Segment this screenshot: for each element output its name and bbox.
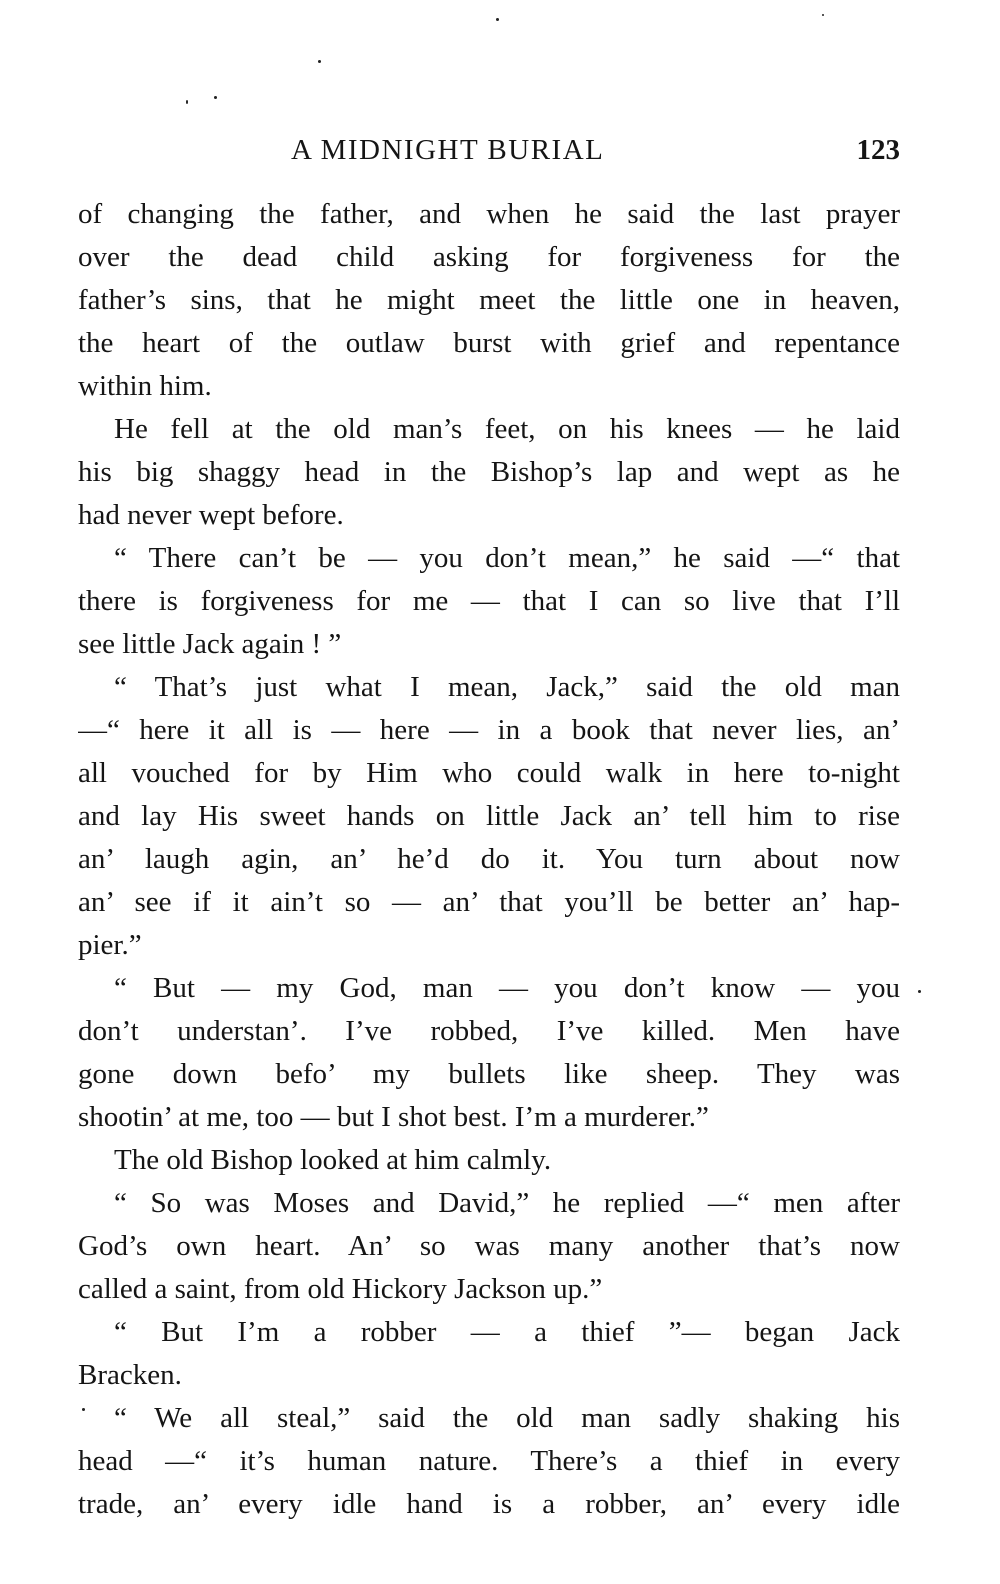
text-line: within him.: [78, 370, 212, 402]
print-speck: [496, 18, 499, 21]
text-line: shootin’ at me, too — but I shot best. I’m a murderer.”: [78, 1101, 709, 1133]
text-line: “ That’s just what I mean, Jack,” said the old man: [114, 671, 900, 703]
print-speck: [214, 96, 217, 99]
text-line: Bracken.: [78, 1359, 182, 1391]
text-line: don’t understan’. I’ve robbed, I’ve killed. Men have: [78, 1015, 900, 1047]
body-text: [78, 193, 900, 1526]
text-line: “ But — my God, man — you don’t know — you: [114, 972, 900, 1004]
text-line: all vouched for by Him who could walk in here to-night: [78, 757, 900, 789]
print-speck: [822, 14, 824, 16]
text-line: there is forgiveness for me — that I can so live that I’ll: [78, 585, 900, 617]
text-line: trade, an’ every idle hand is a robber, an’ every idle: [78, 1488, 900, 1520]
text-line: and lay His sweet hands on little Jack an’ tell him to rise: [78, 800, 900, 832]
text-line: “ There can’t be — you don’t mean,” he said —“ that: [114, 542, 900, 574]
text-line: father’s sins, that he might meet the little one in heaven,: [78, 284, 900, 316]
text-line: —“ here it all is — here — in a book that never lies, an’: [78, 714, 900, 746]
running-head: [78, 128, 900, 172]
print-speck: [318, 60, 321, 63]
text-line: “ So was Moses and David,” he replied —“ men after: [114, 1187, 900, 1219]
text-line: He fell at the old man’s feet, on his knees — he laid: [114, 413, 900, 445]
page-number: 123: [856, 134, 900, 166]
print-speck: [186, 100, 188, 104]
text-line: The old Bishop looked at him calmly.: [114, 1144, 552, 1176]
text-line: called a saint, from old Hickory Jackson up.”: [78, 1273, 603, 1305]
text-line: “ We all steal,” said the old man sadly shaking his: [114, 1402, 900, 1434]
text-line: God’s own heart. An’ so was many another that’s now: [78, 1230, 900, 1262]
text-line: see little Jack again ! ”: [78, 628, 342, 660]
text-line: gone down befo’ my bullets like sheep. They was: [78, 1058, 900, 1090]
text-line: an’ see if it ain’t so — an’ that you’ll be better an’ hap-: [78, 886, 900, 918]
running-title: A MIDNIGHT BURIAL: [291, 134, 605, 166]
text-line: pier.”: [78, 929, 142, 961]
text-line: head —“ it’s human nature. There’s a thief in every: [78, 1445, 900, 1477]
text-line: over the dead child asking for forgiveness for the: [78, 241, 900, 273]
text-line: had never wept before.: [78, 499, 344, 531]
text-line: of changing the father, and when he said the last prayer: [78, 198, 900, 230]
print-speck: [918, 990, 921, 993]
text-line: the heart of the outlaw burst with grief and repentance: [78, 327, 900, 359]
text-line: an’ laugh agin, an’ he’d do it. You turn about now: [78, 843, 900, 875]
text-line: his big shaggy head in the Bishop’s lap and wept as he: [78, 456, 900, 488]
text-line: “ But I’m a robber — a thief ”— began Jack: [114, 1316, 900, 1348]
